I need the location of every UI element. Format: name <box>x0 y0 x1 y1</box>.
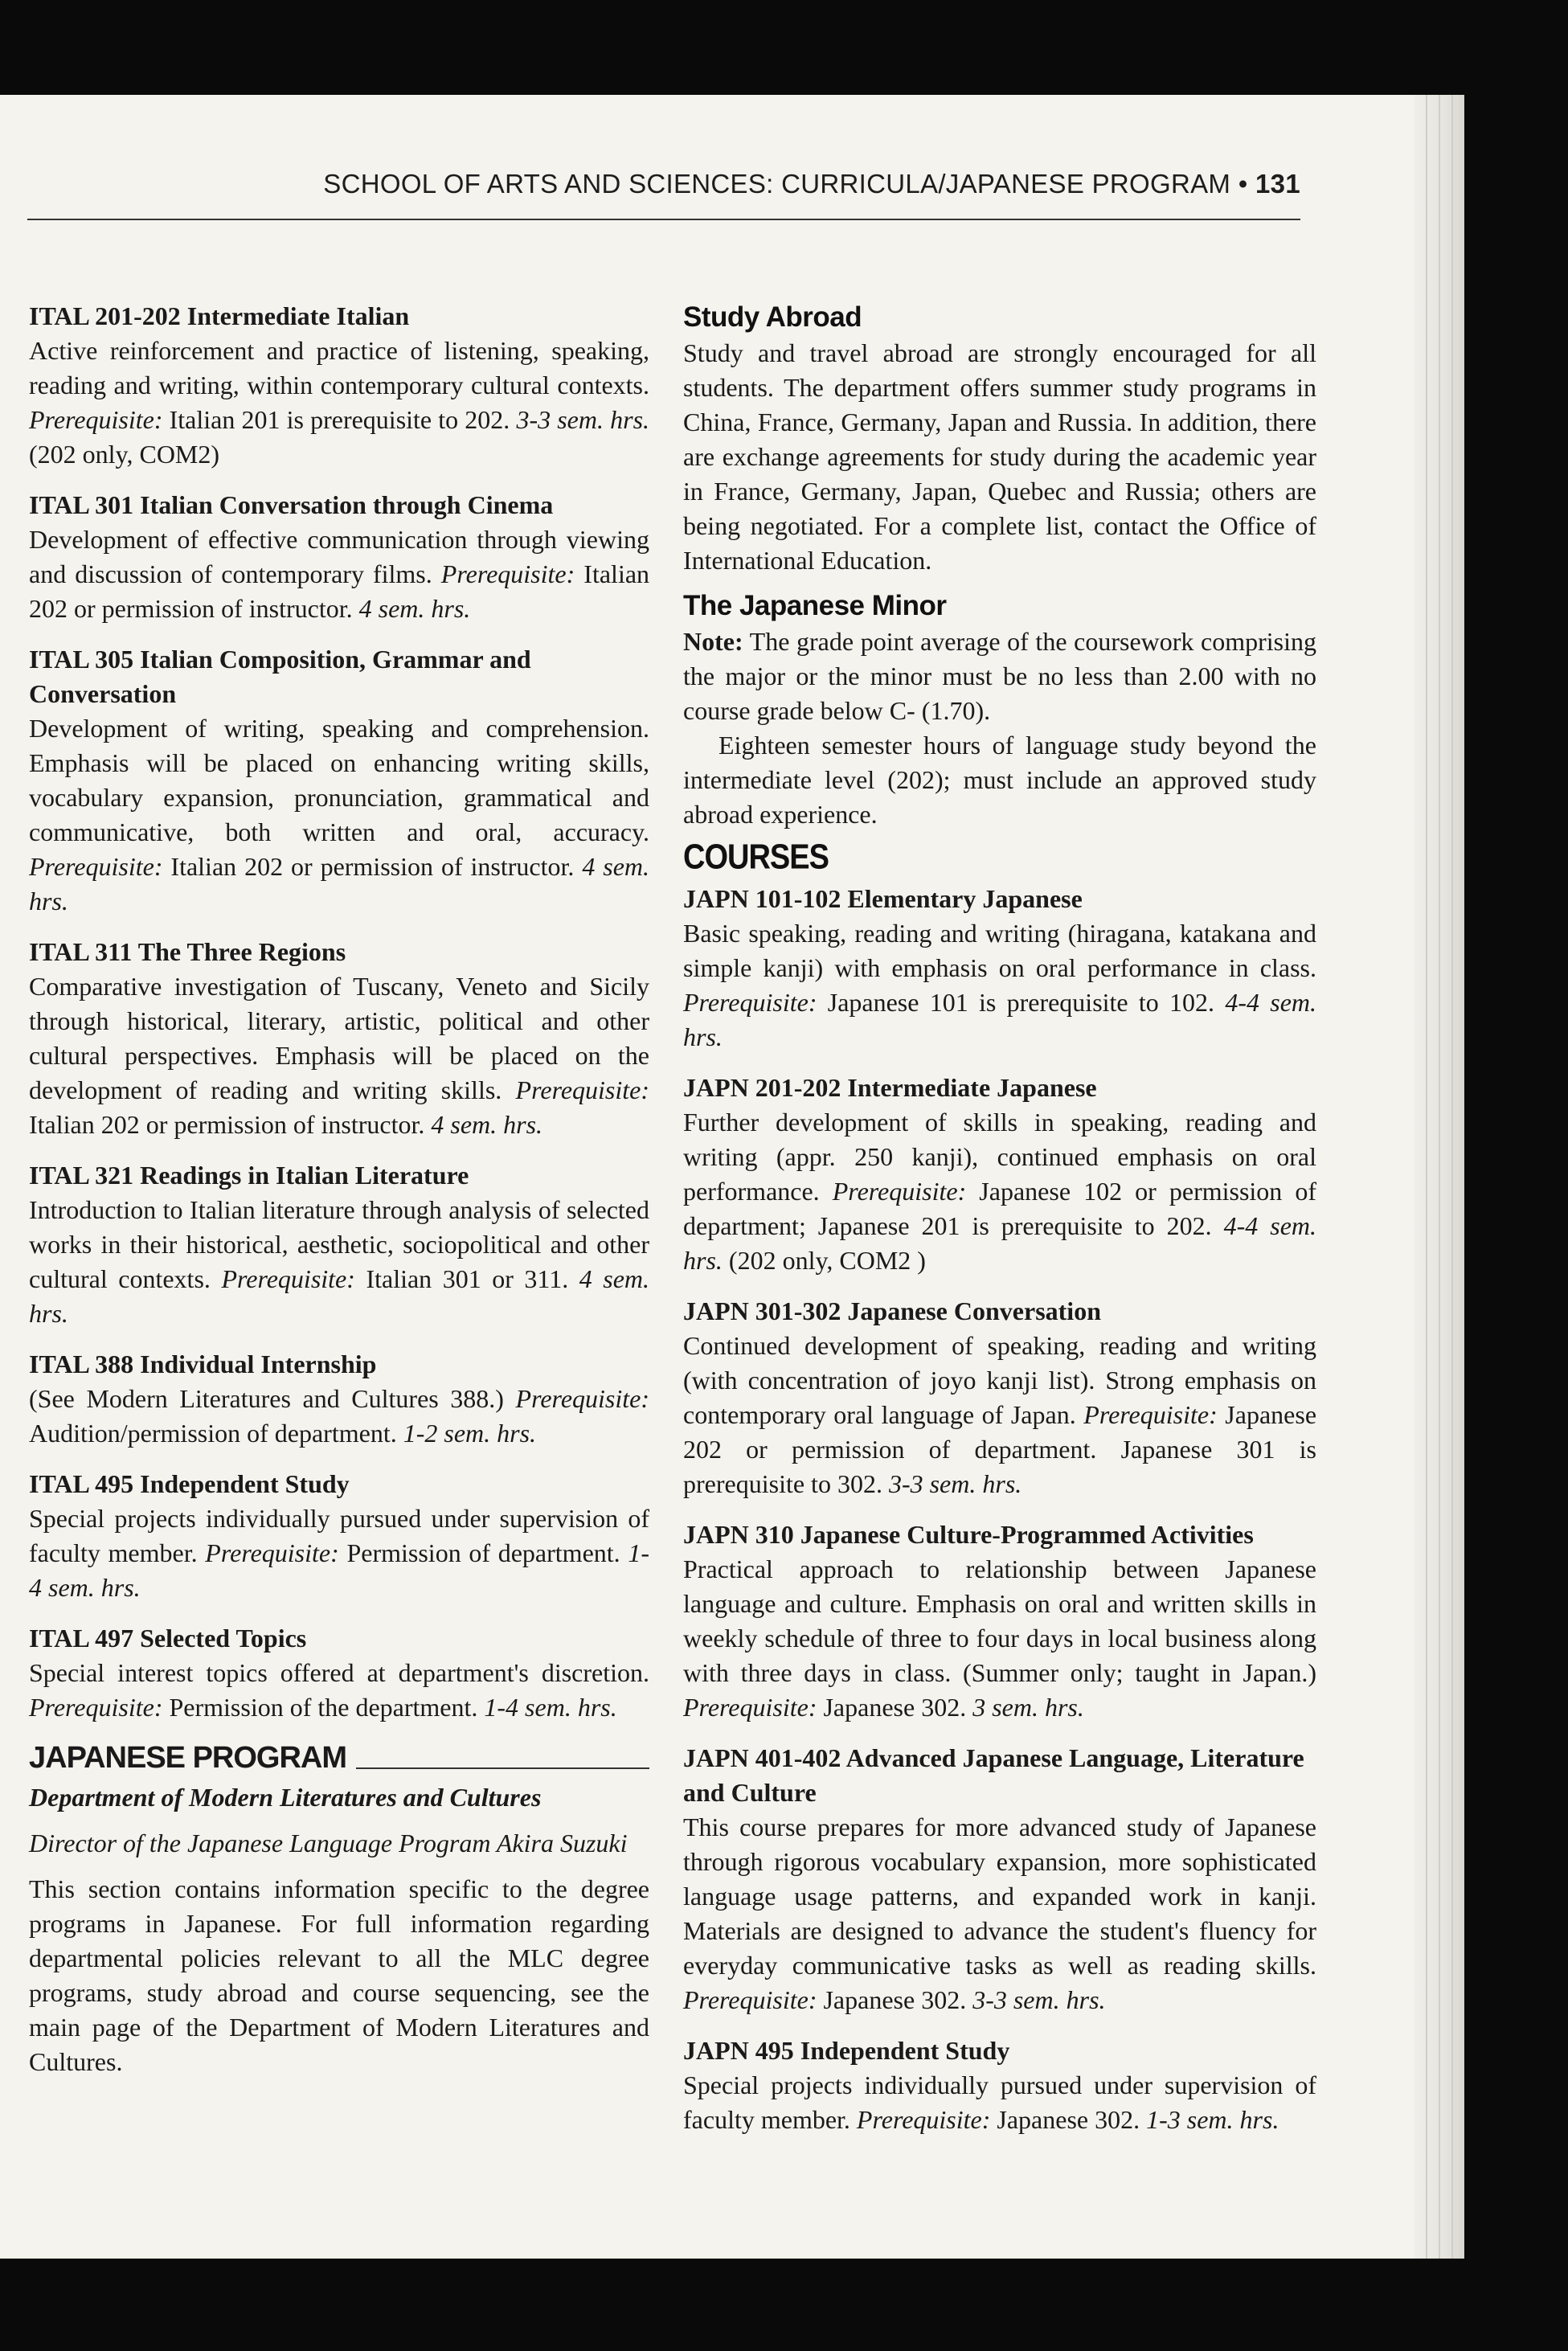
course-entry <box>683 1518 1316 1725</box>
prereq-label: Prerequisite: <box>205 1538 339 1567</box>
program-intro: This section contains information specific to the degree programs in Japanese. For full information regarding departmental policies relevant to all the MLC degree programs, study abroad and course sequencing, see the main page of the Department of Modern Literatures and Cultures. <box>29 1874 649 2076</box>
prereq-label: Prerequisite: <box>683 1985 817 2014</box>
credit-hours: 4 sem. hrs. <box>358 594 471 623</box>
course-title: ITAL 201-202 Intermediate Italian <box>29 301 410 330</box>
course-body: Development of writing, speaking and comprehension. Emphasis will be placed on enhancing writing skills, vocabulary expansion, pronunciation, grammatical and communicative, both written and oral, accuracy. <box>29 714 649 846</box>
course-entry <box>683 2034 1316 2137</box>
prereq-label: Prerequisite: <box>29 405 163 434</box>
course-title: JAPN 495 Independent Study <box>683 2036 1010 2065</box>
course-description <box>29 1193 649 1331</box>
course-entry <box>683 1741 1316 2017</box>
prereq-text: Japanese 302. <box>823 1693 967 1722</box>
credit-hours: 4-4 sem. hrs. <box>683 1211 1316 1275</box>
course-description <box>683 916 1316 1055</box>
header-rule <box>27 219 1300 220</box>
course-description <box>683 1552 1316 1725</box>
credit-hours: 1-3 sem. hrs. <box>1146 2105 1279 2134</box>
director-line: Director of the Japanese Language Program Akira Suzuki <box>29 1829 628 1857</box>
prereq-text: Japanese 302. <box>823 1985 967 2014</box>
japanese-course-list <box>683 882 1316 2137</box>
credit-hours: 4-4 sem. hrs. <box>683 988 1317 1051</box>
course-description <box>29 1656 649 1725</box>
course-title: ITAL 301 Italian Conversation through Cinema <box>29 490 554 519</box>
prereq-label: Prerequisite: <box>515 1384 649 1413</box>
prereq-label: Prerequisite: <box>29 1693 163 1722</box>
japanese-program-heading <box>29 1741 649 1776</box>
header-bullet: • <box>1238 169 1248 199</box>
minor-note <box>683 625 1316 728</box>
minor-heading: The Japanese Minor <box>683 590 947 621</box>
course-description <box>683 1329 1316 1501</box>
course-title: JAPN 201-202 Intermediate Japanese <box>683 1073 1097 1102</box>
study-abroad-text: Study and travel abroad are strongly encouraged for all students. The department offers summer study programs in China, France, Germany, Japan and Russia. In addition, there are exchange agreements for study during the academic year in France, Germany, Japan, Quebec and Russia; others are being negotiated. For a complete list, contact the Office of International Education. <box>683 338 1316 575</box>
prereq-text: Italian 202 or permission of instructor. <box>29 559 650 623</box>
prereq-text: Audition/permission of department. <box>29 1419 397 1448</box>
course-description <box>29 334 649 472</box>
prereq-label: Prerequisite: <box>515 1075 650 1104</box>
course-body: Practical approach to relationship between Japanese language and culture. Emphasis on oral and written skills in weekly schedule of three to four days in local business along with three days in class. (Summer only; taught in Japan.) <box>683 1554 1316 1687</box>
prereq-text: Japanese 302. <box>997 2105 1140 2134</box>
course-description <box>683 1810 1316 2017</box>
prereq-label: Prerequisite: <box>440 559 575 588</box>
course-body: Continued development of speaking, reading and writing (with concentration of joyo kanji list). Strong emphasis on contemporary oral language of Japan. <box>683 1331 1316 1429</box>
prereq-text: Japanese 202 or permission of department. Japanese 301 is prerequisite to 302. <box>683 1400 1317 1498</box>
course-extra: (202 only, COM2 ) <box>728 1246 926 1275</box>
prereq-label: Prerequisite: <box>856 2105 991 2134</box>
course-entry <box>683 1071 1316 1278</box>
course-body: Special projects individually pursued under supervision of faculty member. <box>683 2070 1316 2134</box>
prereq-label: Prerequisite: <box>221 1264 355 1293</box>
course-title: JAPN 101-102 Elementary Japanese <box>683 884 1083 913</box>
course-body: Special interest topics offered at department's discretion. <box>29 1658 649 1687</box>
prereq-text: Japanese 102 or permission of department; Japanese 201 is prerequisite to 202. <box>683 1177 1317 1240</box>
heading-rule <box>356 1767 649 1769</box>
study-abroad-heading: Study Abroad <box>683 301 862 333</box>
course-entry <box>683 882 1316 1055</box>
credit-hours: 3-3 sem. hrs. <box>972 1985 1106 2014</box>
course-body: (See Modern Literatures and Cultures 388.) <box>29 1384 504 1413</box>
prereq-label: Prerequisite: <box>683 1693 817 1722</box>
course-title: ITAL 321 Readings in Italian Literature <box>29 1161 469 1190</box>
credit-hours: 3-3 sem. hrs. <box>888 1469 1022 1498</box>
left-column <box>29 299 649 2079</box>
prereq-text: Permission of the department. <box>169 1693 478 1722</box>
course-title: ITAL 495 Independent Study <box>29 1469 350 1498</box>
running-header <box>0 169 1300 199</box>
prereq-text: Italian 202 or permission of instructor. <box>29 1110 425 1139</box>
right-column <box>683 299 1316 2153</box>
course-body: Comparative investigation of Tuscany, Veneto and Sicily through historical, literary, artistic, political and other cultural perspectives. Emphasis will be placed on the development of reading and writing skills. <box>29 972 649 1104</box>
course-description <box>683 2068 1316 2137</box>
course-entry <box>683 1294 1316 1501</box>
department-name: Department of Modern Literatures and Cultures <box>29 1783 542 1812</box>
course-body: Active reinforcement and practice of listening, speaking, reading and writing, within contemporary cultural contexts. <box>29 336 649 399</box>
course-extra: (202 only, COM2) <box>29 440 220 469</box>
course-entry <box>29 299 649 472</box>
course-entry <box>29 1621 649 1725</box>
minor-requirement: Eighteen semester hours of language study beyond the intermediate level (202); must include an approved study abroad experience. <box>683 731 1316 829</box>
credit-hours: 4 sem. hrs. <box>29 852 650 915</box>
credit-hours: 1-4 sem. hrs. <box>484 1693 617 1722</box>
course-title: JAPN 301-302 Japanese Conversation <box>683 1296 1101 1325</box>
page-number: 131 <box>1255 169 1300 199</box>
prereq-text: Italian 202 or permission of instructor. <box>170 852 575 881</box>
credit-hours: 3-3 sem. hrs. <box>516 405 650 434</box>
course-body: This course prepares for more advanced study of Japanese through rigorous vocabulary expansion, more sophisticated language usage patterns, and expanded work in kanji. Materials are designed to advance the student's fluency for everyday communicative tasks as well as reading skills. <box>683 1812 1316 1980</box>
course-description <box>683 1105 1316 1278</box>
note-label: Note: <box>683 627 743 656</box>
course-entry <box>29 488 649 626</box>
prereq-text: Japanese 101 is prerequisite to 102. <box>827 988 1215 1017</box>
course-body: Basic speaking, reading and writing (hiragana, katakana and simple kanji) with emphasis on oral performance in class. <box>683 919 1316 982</box>
course-title: ITAL 311 The Three Regions <box>29 937 346 966</box>
course-title: JAPN 401-402 Advanced Japanese Language, Literature and Culture <box>683 1743 1304 1807</box>
prereq-text: Italian 201 is prerequisite to 202. <box>169 405 510 434</box>
italian-course-list <box>29 299 649 1725</box>
credit-hours: 4 sem. hrs. <box>29 1264 650 1328</box>
course-entry <box>29 1347 649 1451</box>
course-description <box>29 1501 649 1605</box>
prereq-text: Permission of department. <box>346 1538 620 1567</box>
section-heading: JAPANESE PROGRAM <box>29 1741 347 1775</box>
course-entry <box>29 935 649 1142</box>
course-title: ITAL 305 Italian Composition, Grammar and Conversation <box>29 645 531 708</box>
course-entry <box>29 642 649 919</box>
course-description <box>29 711 649 919</box>
course-title: ITAL 388 Individual Internship <box>29 1350 377 1378</box>
course-body: Development of effective communication through viewing and discussion of contemporary films. <box>29 525 649 588</box>
courses-heading: COURSES <box>683 838 829 877</box>
course-body: Introduction to Italian literature through analysis of selected works in their historical, aesthetic, sociopolitical and other cultural contexts. <box>29 1195 649 1293</box>
header-text: SCHOOL OF ARTS AND SCIENCES: CURRICULA/JAPANESE PROGRAM <box>323 169 1231 199</box>
course-title: ITAL 497 Selected Topics <box>29 1624 307 1653</box>
credit-hours: 1-2 sem. hrs. <box>403 1419 537 1448</box>
prereq-label: Prerequisite: <box>832 1177 967 1206</box>
course-entry <box>29 1467 649 1605</box>
page-edge <box>1414 95 1464 2259</box>
prereq-label: Prerequisite: <box>29 852 163 881</box>
course-description <box>29 1382 649 1451</box>
course-body: Further development of skills in speaking, reading and writing (appr. 250 kanji), continued emphasis on oral performance. <box>683 1108 1316 1206</box>
prereq-text: Italian 301 or 311. <box>366 1264 569 1293</box>
course-description <box>29 969 649 1142</box>
course-entry <box>29 1158 649 1331</box>
credit-hours: 3 sem. hrs. <box>972 1693 1084 1722</box>
credit-hours: 4 sem. hrs. <box>431 1110 543 1139</box>
note-text: The grade point average of the coursework comprising the major or the minor must be no less than 2.00 with no course grade below C- (1.70). <box>683 627 1316 725</box>
prereq-label: Prerequisite: <box>683 988 817 1017</box>
prereq-label: Prerequisite: <box>1083 1400 1218 1429</box>
credit-hours: 1-4 sem. hrs. <box>29 1538 649 1602</box>
course-body: Special projects individually pursued under supervision of faculty member. <box>29 1504 649 1567</box>
course-title: JAPN 310 Japanese Culture-Programmed Activities <box>683 1520 1254 1549</box>
course-description <box>29 522 649 626</box>
